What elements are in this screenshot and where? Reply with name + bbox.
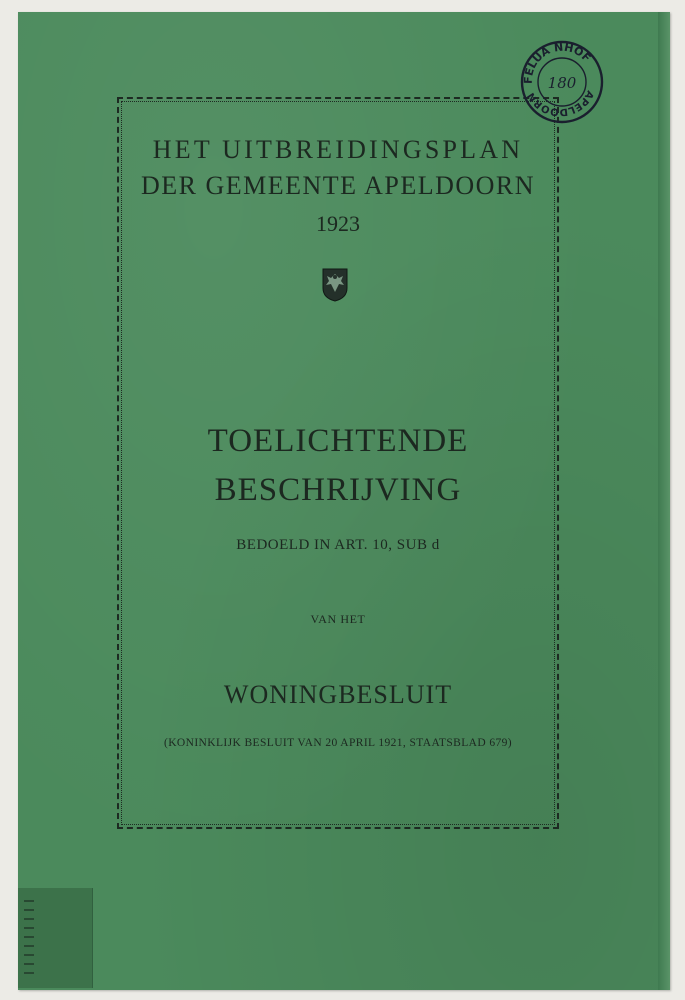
main-subject: WONINGBESLUIT xyxy=(223,680,453,709)
header-line-2: DER GEMEENTE APELDOORN xyxy=(140,171,536,200)
decorative-border-inner xyxy=(121,101,555,825)
binding-stitches xyxy=(24,900,34,980)
subtitle: BEDOELD IN ART. 10, SUB d xyxy=(236,537,440,553)
library-stamp xyxy=(518,38,606,126)
title-line-2: BESCHRIJVING xyxy=(214,472,462,508)
stamp-bottom-text: APELDOORN xyxy=(525,88,596,118)
stamp-top-text: FELUA NHOF xyxy=(521,40,594,85)
stamp-number: 180 xyxy=(547,74,577,92)
header-line-1: HET UITBREIDINGSPLAN xyxy=(152,135,524,164)
connector-text: VAN HET xyxy=(310,612,366,626)
title-line-1: TOELICHTENDE xyxy=(207,423,469,459)
header-year: 1923 xyxy=(316,211,360,236)
legal-reference: (KONINKLIJK BESLUIT VAN 20 APRIL 1921, STAATSBLAD 679) xyxy=(163,737,512,749)
cover-edge xyxy=(658,12,670,990)
coat-of-arms-icon xyxy=(322,268,348,302)
